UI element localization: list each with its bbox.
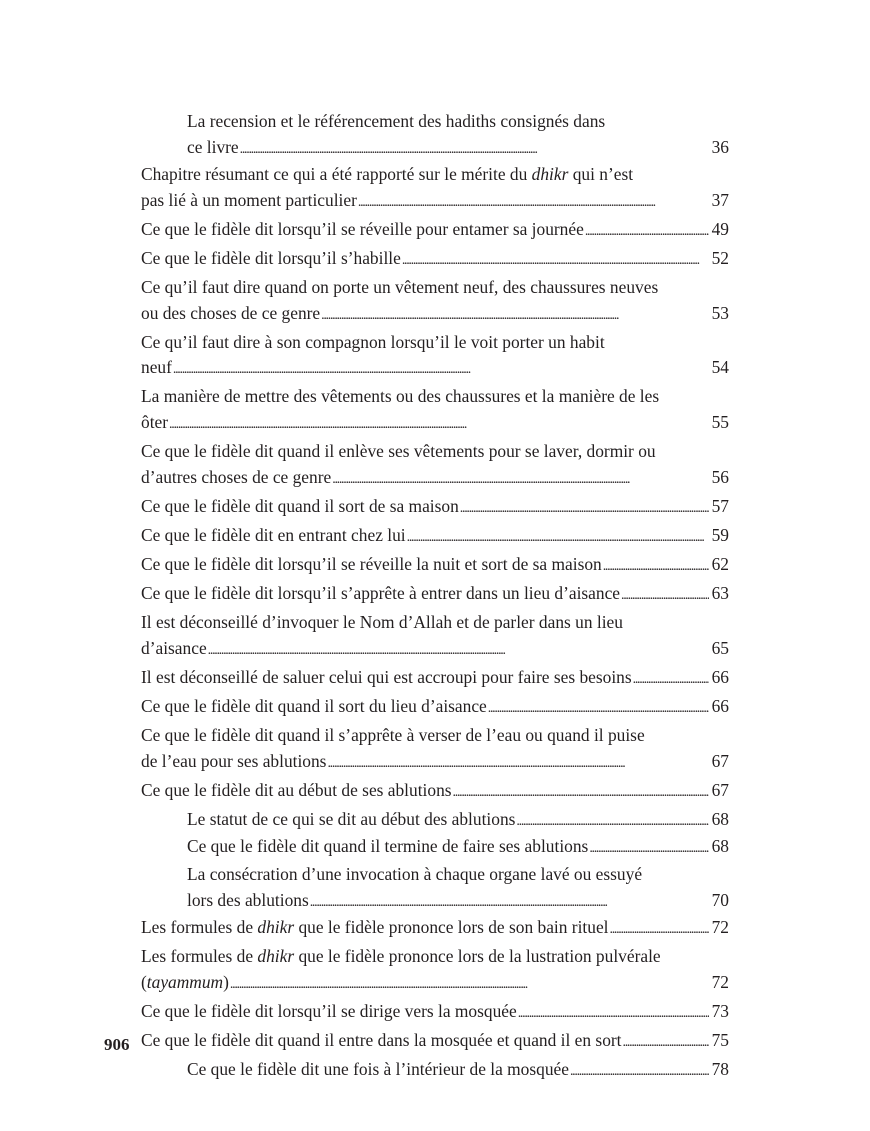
toc-page-number: 37 xyxy=(711,189,729,210)
toc-page-number: 72 xyxy=(711,971,729,992)
toc-entry-text: Ce que le fidèle dit quand il enlève ses vêtements pour se laver, dormir ou xyxy=(141,441,656,462)
toc-page-number: 57 xyxy=(711,495,729,516)
toc-entry[interactable] xyxy=(141,915,729,943)
toc-entry-text: Le statut de ce qui se dit au début des ablutions xyxy=(187,808,516,829)
toc-entry-text: que le fidèle prononce lors de la lustration pulvérale xyxy=(294,946,661,967)
toc-entry-italic: dhikr xyxy=(257,917,295,938)
toc-page-number: 66 xyxy=(711,695,729,716)
toc-page-number: 53 xyxy=(711,302,729,323)
toc-entry-text: que le fidèle prononce lors de son bain rituel xyxy=(294,917,609,938)
toc-page-number: 36 xyxy=(711,136,729,157)
toc-entry[interactable] xyxy=(141,944,729,997)
toc-entry-italic: dhikr xyxy=(531,164,569,185)
toc-entry-text: ôter xyxy=(141,412,169,433)
toc-entry-text: Ce qu’il faut dire quand on porte un vêtement neuf, des chaussures neuves xyxy=(141,277,659,298)
toc-entry-text: Ce que le fidèle dit au début de ses ablutions xyxy=(141,779,452,800)
toc-entry-italic: tayammum xyxy=(146,971,224,992)
toc-entry[interactable] xyxy=(141,610,729,663)
toc-page-number: 62 xyxy=(711,554,729,574)
toc-entry-text: La consécration d’une invocation à chaque organe lavé ou essuyé xyxy=(187,864,643,885)
toc-page-number: 68 xyxy=(711,836,729,857)
dot-leader xyxy=(623,1028,709,1056)
toc-entry-text: neuf xyxy=(141,357,172,378)
dot-leader xyxy=(585,217,709,245)
dot-leader xyxy=(230,970,709,998)
dot-leader xyxy=(173,355,709,383)
toc-page-number: 67 xyxy=(711,779,729,800)
toc-entry-text: Les formules de xyxy=(141,946,258,967)
toc-page-number: 63 xyxy=(711,583,729,604)
toc-page-number: 59 xyxy=(711,524,729,545)
toc-page-number: 67 xyxy=(711,750,729,771)
dot-leader xyxy=(460,494,709,522)
toc-entry-text: Ce que le fidèle dit lorsqu’il s’habille xyxy=(141,247,401,268)
toc-entry-text: ce livre xyxy=(187,136,239,157)
toc-entry[interactable] xyxy=(141,494,729,522)
toc-entry-text: Ce que le fidèle dit lorsqu’il se réveille pour entamer sa journée xyxy=(141,218,584,239)
toc-page-number: 68 xyxy=(711,808,729,829)
toc-entry-text: Ce qu’il faut dire à son compagnon lorsqu’il le voit porter un habit xyxy=(141,331,605,352)
toc-page-number: 72 xyxy=(711,917,729,938)
toc-entry-text: Ce que le fidèle dit quand il sort de sa maison xyxy=(141,495,459,516)
toc-entry[interactable] xyxy=(141,778,729,806)
toc-entry-text: ou des choses de ce genre xyxy=(141,302,321,323)
dot-leader xyxy=(570,1057,709,1085)
toc-entry[interactable] xyxy=(141,694,729,722)
dot-leader xyxy=(488,694,709,722)
toc-entry[interactable] xyxy=(141,275,729,328)
toc-entry-text: Ce que le fidèle dit quand il s’apprête à verser de l’eau ou quand il puise xyxy=(141,725,645,746)
toc-entry[interactable] xyxy=(141,723,729,776)
dot-leader xyxy=(358,188,709,216)
toc-page-number: 55 xyxy=(711,412,729,433)
toc-entry[interactable] xyxy=(141,246,729,274)
toc-entry-text: Ce que le fidèle dit lorsqu’il se dirige vers la mosquée xyxy=(141,1001,517,1021)
dot-leader xyxy=(453,778,709,806)
dot-leader xyxy=(240,135,709,163)
toc-entry-text: Ce que le fidèle dit quand il entre dans la mosquée et quand il en sort xyxy=(141,1030,622,1051)
toc-page-number: 56 xyxy=(711,466,729,487)
toc-page-number: 66 xyxy=(711,666,729,687)
toc-page-number: 54 xyxy=(711,357,729,378)
dot-leader xyxy=(633,665,709,693)
toc-entry-text: Ce que le fidèle dit en entrant chez lui xyxy=(141,524,406,545)
folio-page-number: 906 xyxy=(104,1035,130,1054)
toc-page-number: 73 xyxy=(711,1001,729,1021)
toc-entry[interactable] xyxy=(141,552,729,580)
dot-leader xyxy=(327,749,708,777)
toc-entry[interactable] xyxy=(141,665,729,693)
toc-entry[interactable] xyxy=(141,384,729,437)
toc-entry[interactable] xyxy=(141,581,729,609)
toc-entry-text: Les formules de xyxy=(141,917,258,938)
toc-entry-text: ) xyxy=(223,971,229,992)
toc-entry-text: Il est déconseillé de saluer celui qui est accroupi pour faire ses besoins xyxy=(141,666,632,687)
toc-entry[interactable] xyxy=(141,1057,729,1085)
dot-leader xyxy=(332,465,708,493)
toc-entry-text: Chapitre résumant ce qui a été rapporté sur le mérite du xyxy=(141,164,532,185)
toc-entry[interactable] xyxy=(141,807,729,835)
dot-leader xyxy=(589,834,708,862)
toc-entry[interactable] xyxy=(141,1028,729,1056)
toc-entry-text: Ce que le fidèle dit quand il termine de faire ses ablutions xyxy=(187,836,589,857)
toc-entry[interactable] xyxy=(141,862,729,915)
toc-entry[interactable] xyxy=(141,834,729,862)
toc-page-number: 52 xyxy=(711,247,729,268)
toc-entry-text: ( xyxy=(141,971,147,992)
toc-entry-text: Il est déconseillé d’invoquer le Nom d’Allah et de parler dans un lieu xyxy=(141,612,623,633)
table-of-contents xyxy=(141,109,729,1085)
toc-entry-text: d’autres choses de ce genre xyxy=(141,466,332,487)
toc-entry-text: Ce que le fidèle dit lorsqu’il s’apprête à entrer dans un lieu d’aisance xyxy=(141,583,621,604)
dot-leader xyxy=(516,807,708,835)
dot-leader xyxy=(610,915,709,943)
dot-leader xyxy=(407,523,709,551)
dot-leader xyxy=(321,301,708,329)
dot-leader xyxy=(310,888,709,916)
toc-entry-text: qui n’est xyxy=(568,164,634,185)
toc-entry-text: La manière de mettre des vêtements ou des chaussures et la manière de les xyxy=(141,386,660,407)
toc-entry[interactable] xyxy=(141,217,729,245)
dot-leader xyxy=(621,581,709,609)
dot-leader xyxy=(208,636,709,664)
toc-entry[interactable] xyxy=(141,330,729,383)
toc-entry-text: Ce que le fidèle dit lorsqu’il se réveille la nuit et sort de sa maison xyxy=(141,554,602,574)
toc-entry-text: pas lié à un moment particulier xyxy=(141,189,357,210)
toc-entry-text: d’aisance xyxy=(141,637,207,658)
dot-leader xyxy=(169,410,709,438)
toc-page-number: 75 xyxy=(711,1030,729,1051)
toc-entry-text: de l’eau pour ses ablutions xyxy=(141,750,327,771)
toc-page-number: 65 xyxy=(711,637,729,658)
toc-page-number: 70 xyxy=(711,889,729,910)
toc-entry[interactable] xyxy=(141,523,729,551)
toc-entry[interactable] xyxy=(141,162,729,215)
toc-entry-text: lors des ablutions xyxy=(187,889,309,910)
toc-entry-text: La recension et le référencement des hadiths consignés dans xyxy=(187,111,606,131)
toc-entry[interactable] xyxy=(141,999,729,1027)
dot-leader xyxy=(603,552,709,580)
toc-page-number: 78 xyxy=(711,1059,729,1080)
toc-entry[interactable] xyxy=(141,439,729,492)
dot-leader xyxy=(402,246,709,274)
toc-entry-text: Ce que le fidèle dit quand il sort du lieu d’aisance xyxy=(141,695,487,716)
toc-entry[interactable] xyxy=(141,109,729,162)
dot-leader xyxy=(518,999,709,1027)
toc-entry-italic: dhikr xyxy=(257,946,295,967)
toc-page-number: 49 xyxy=(711,218,729,239)
toc-entry-text: Ce que le fidèle dit une fois à l’intérieur de la mosquée xyxy=(187,1059,569,1080)
